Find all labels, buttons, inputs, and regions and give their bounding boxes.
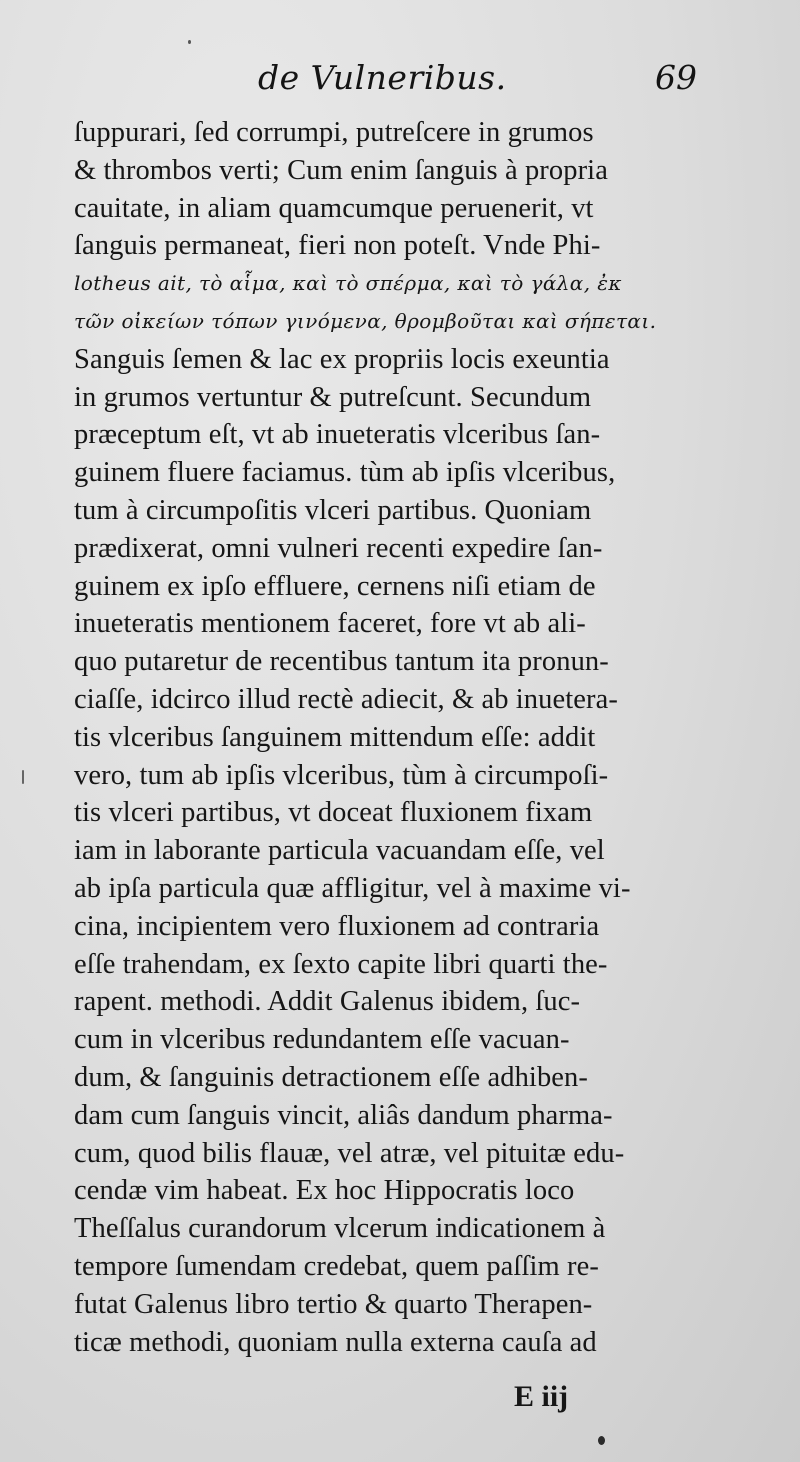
text-line: Sanguis ſemen & lac ex propriis locis exeuntia xyxy=(74,343,610,375)
text-line: cum, quod bilis flauæ, vel atræ, vel pituitæ edu- xyxy=(74,1137,625,1169)
text-line: tum à circumpoſitis vlceri partibus. Quoniam xyxy=(74,494,592,526)
text-line: tis vlceribus ſanguinem mittendum eſſe: addit xyxy=(74,721,596,753)
ink-speck xyxy=(188,40,191,44)
text-line: ticæ methodi, quoniam nulla externa cauſa ad xyxy=(74,1326,597,1358)
text-line: dam cum ſanguis vincit, aliâs dandum pharma- xyxy=(74,1099,613,1131)
text-line: ciaſſe, idcirco illud rectè adiecit, & ab inuetera- xyxy=(74,683,618,715)
running-head-title: de Vulneribus. xyxy=(258,58,507,97)
text-line: τῶν οἰκείων τόπων γινόμενα, θρομβοῦται καὶ σήπεται. xyxy=(74,308,657,333)
text-line: inueteratis mentionem faceret, fore vt ab ali- xyxy=(74,608,586,640)
page-number: 69 xyxy=(655,58,697,97)
text-line: prædixerat, omni vulneri recenti expedire ſan- xyxy=(74,532,603,564)
ink-speck xyxy=(598,1436,605,1445)
text-line: cum in vlceribus redundantem eſſe vacuan- xyxy=(74,1024,570,1056)
text-line: cina, incipientem vero fluxionem ad contraria xyxy=(74,910,600,942)
text-line: ſanguis permaneat, fieri non poteſt. Vnde Phi- xyxy=(74,230,601,262)
signature-mark: E iij xyxy=(514,1380,569,1413)
text-line: dum, & ſanguinis detractionem eſſe adhiben- xyxy=(74,1061,588,1093)
text-line: ab ipſa particula quæ affligitur, vel à maxime vi- xyxy=(74,872,631,904)
text-line: guinem ex ipſo effluere, cernens niſi etiam de xyxy=(74,570,596,602)
text-line: ſuppurari, ſed corrumpi, putreſcere in grumos xyxy=(74,117,594,148)
text-line: iam in laborante particula vacuandam eſſe, vel xyxy=(74,835,605,867)
text-line: quo putaretur de recentibus tantum ita pronun- xyxy=(74,646,609,678)
text-line: præceptum eſt, vt ab inueteratis vlceribus ſan- xyxy=(74,419,601,451)
text-line: tempore ſumendam credebat, quem paſſim re- xyxy=(74,1250,599,1282)
text-line: Theſſalus curandorum vlcerum indicationem à xyxy=(74,1213,606,1245)
text-line: in grumos vertuntur & putreſcunt. Secundum xyxy=(74,381,592,413)
text-line: futat Galenus libro tertio & quarto Therapen- xyxy=(74,1288,593,1320)
text-line: eſſe trahendam, ex ſexto capite libri quarti the- xyxy=(74,948,608,980)
body-text xyxy=(74,114,714,1361)
text-line: vero, tum ab ipſis vlceribus, tùm à circumpoſi- xyxy=(74,759,609,791)
running-head xyxy=(0,58,800,114)
text-line: rapent. methodi. Addit Galenus ibidem, ſuc- xyxy=(74,986,581,1018)
text-line: lotheus ait, τὸ αἷμα, καὶ τὸ σπέρμα, καὶ τὸ γάλα, ἐκ xyxy=(74,271,622,296)
text-line: cendæ vim habeat. Ex hoc Hippocratis loco xyxy=(74,1175,575,1207)
ink-speck xyxy=(22,770,24,784)
text-line: & thrombos verti; Cum enim ſanguis à propria xyxy=(74,154,608,186)
text-line: cauitate, in aliam quamcumque peruenerit, vt xyxy=(74,192,594,224)
text-line: tis vlceri partibus, vt doceat fluxionem fixam xyxy=(74,797,593,829)
text-line: guinem fluere faciamus. tùm ab ipſis vlceribus, xyxy=(74,457,616,489)
